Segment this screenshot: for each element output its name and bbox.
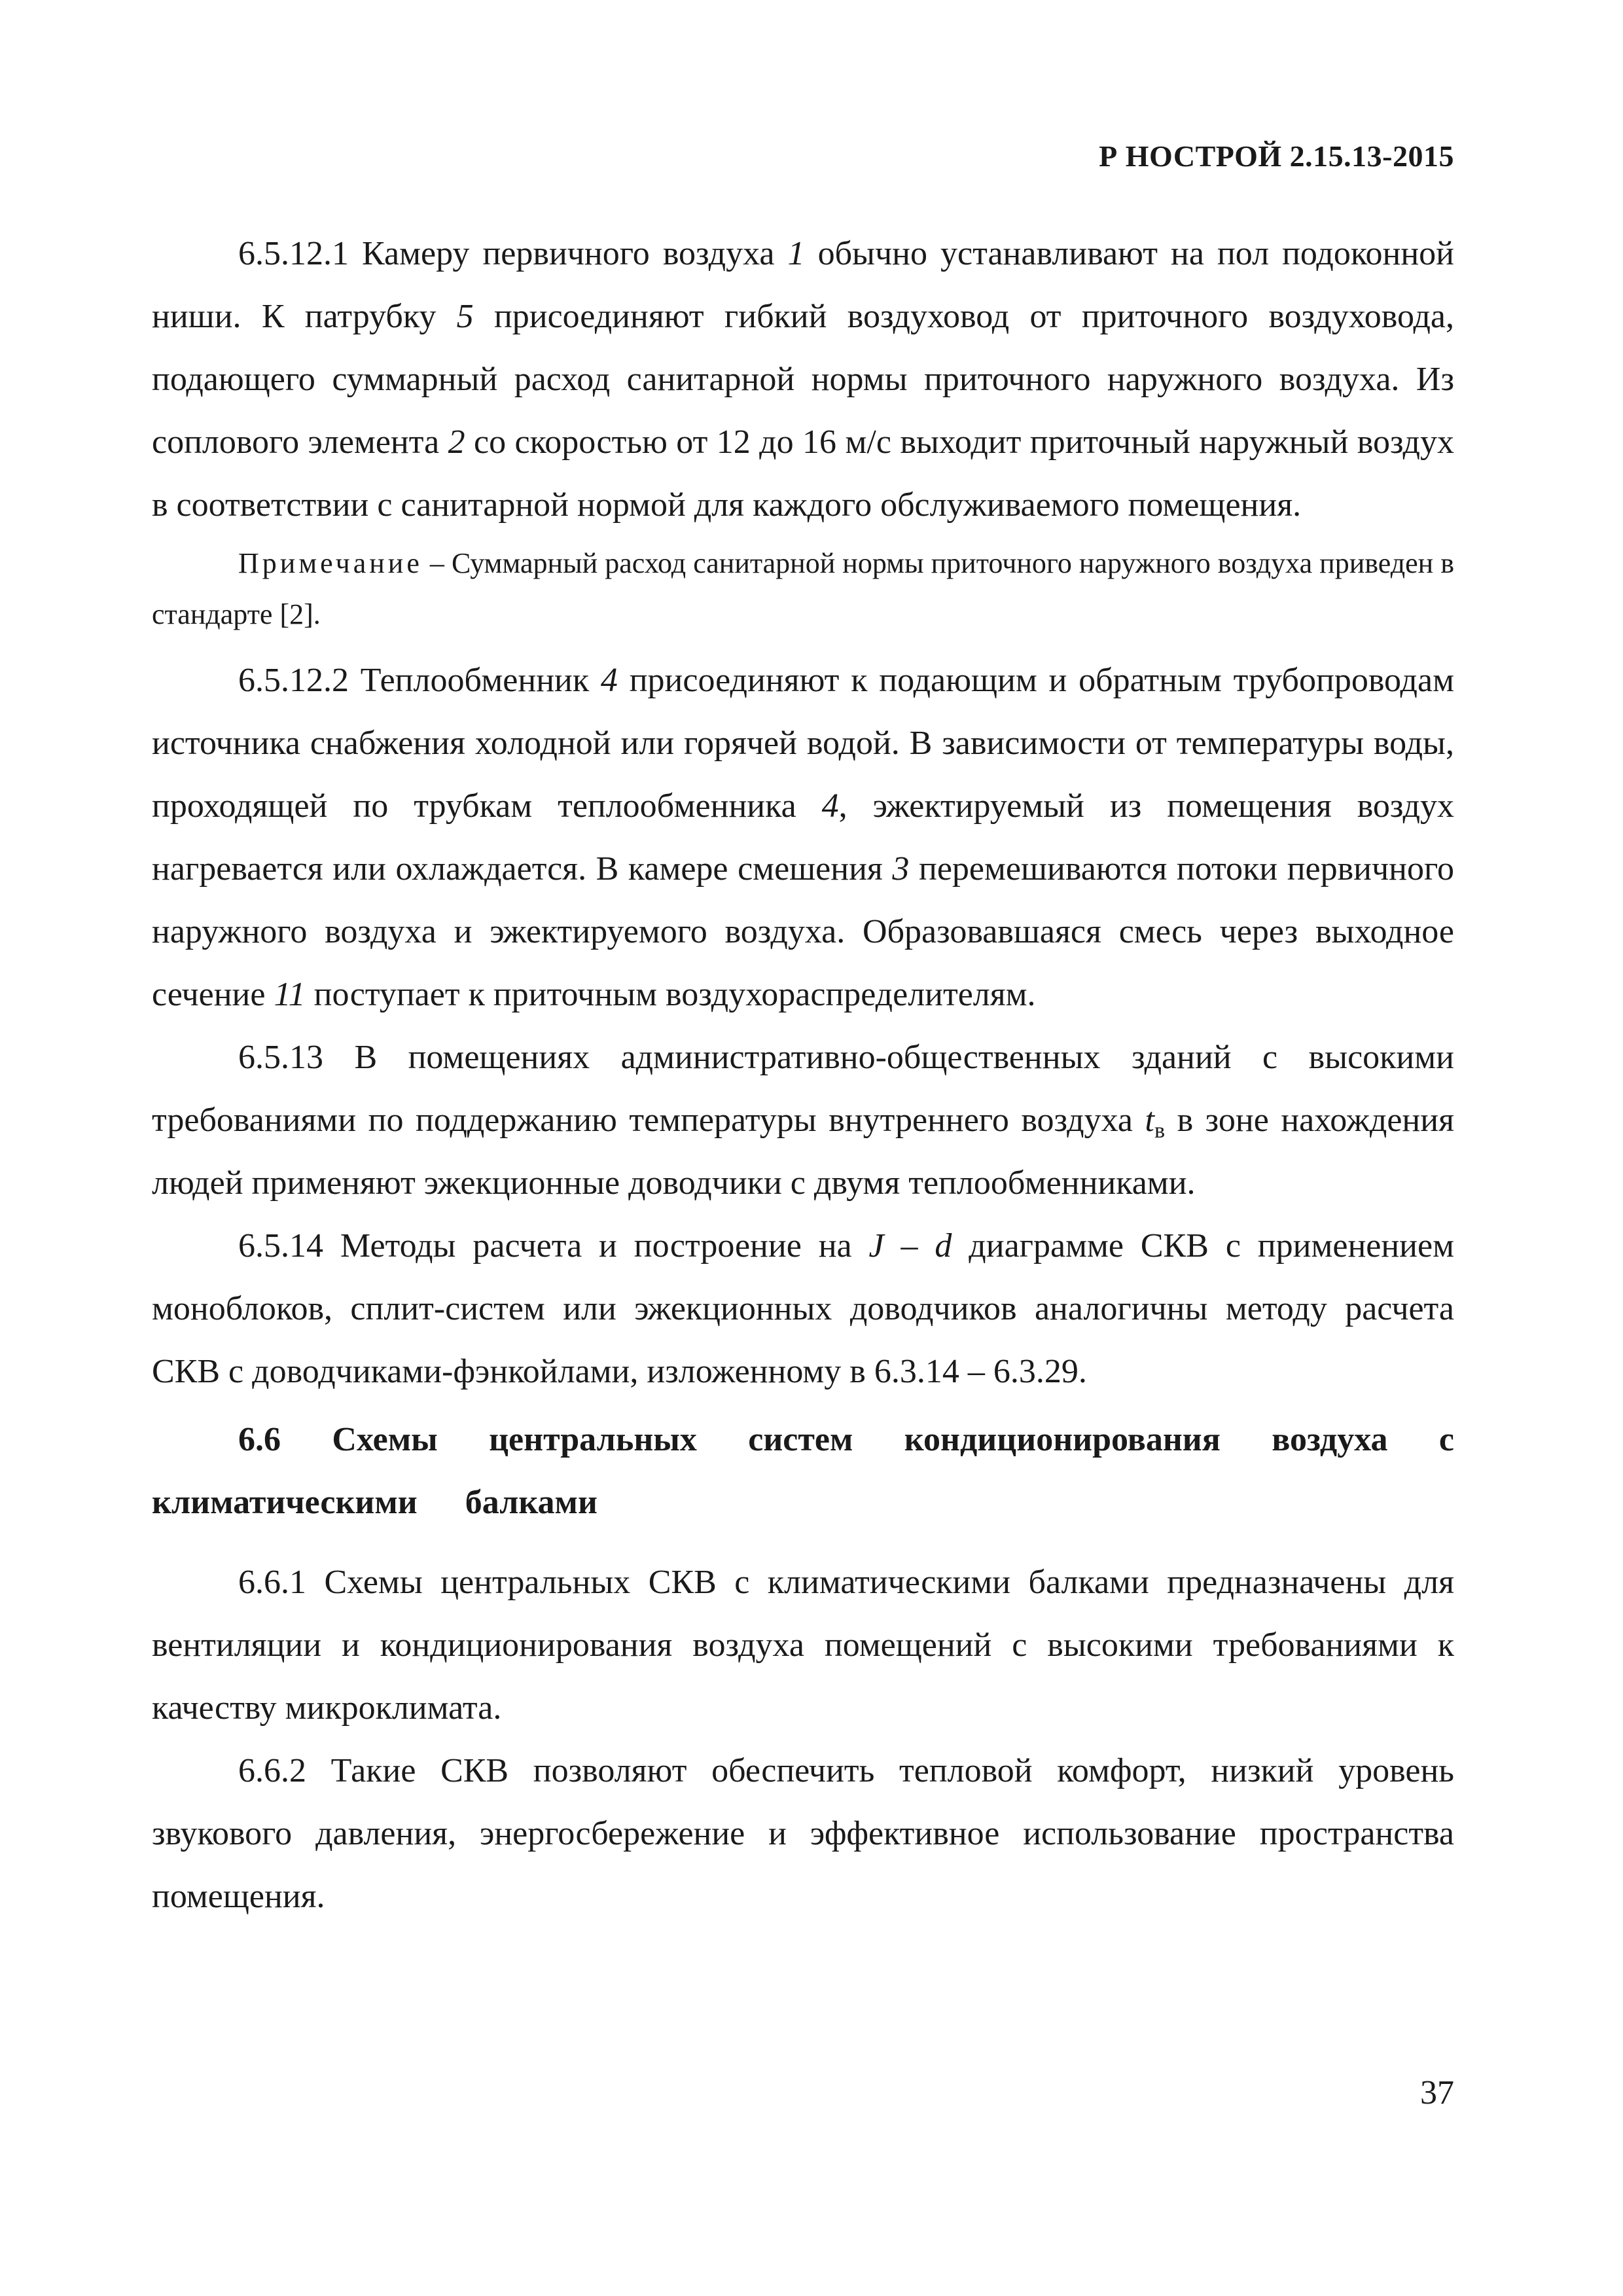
ref-number: 1 (787, 235, 805, 272)
ref-number: 11 (274, 976, 306, 1013)
note-label: Примечание (238, 547, 423, 579)
paragraph-6-6-2: 6.6.2 Такие СКВ позволяют обеспечить тепловой комфорт, низкий уровень звукового давления, энергосбережение и эффективное использование пространства помещения. (152, 1752, 1454, 1915)
ref-number: 4 (821, 787, 839, 825)
paragraph-6-5-12-1: 6.5.12.1 Камеру первичного воздуха 1 обычно устанавливают на пол подоконной ниши. К патрубку 5 присоединяют гибкий воздуховод от приточного воздуховода, подающего суммарный расход санитарной нормы приточного наружного воздуха. Из соплового элемента 2 со скоростью от 12 до 16 м/с выходит приточный наружный воздух в соответствии с санитарной нормой для каждого обслуживаемого помещения. (152, 235, 1455, 524)
ref-number: 4 (600, 662, 618, 699)
ref-number: 2 (448, 423, 465, 461)
paragraph-6-5-13: 6.5.13 В помещениях административно-общественных зданий с высокими требованиями по поддержанию температуры внутреннего воздуха $t_в$ в зоне нахождения людей применяют эжекционные доводчики с двумя теплообменниками. (152, 1039, 1455, 1202)
paragraph-6-6-1: 6.6.1 Схемы центральных СКВ с климатическими балками предназначены для вентиляции и кондиционирования воздуха помещений с высокими требованиями к качеству микроклимата. (152, 1564, 1454, 1727)
page-number: 37 (1420, 2074, 1454, 2111)
note-paragraph (152, 537, 1454, 649)
page-body (152, 223, 1454, 1928)
section-heading-6-6: 6.6 Схемы центральных систем кондиционирования воздуха с климатическими балками (152, 1421, 1454, 1521)
paragraph-6-5-12-2: 6.5.12.2 Теплообменник 4 присоединяют к подающим и обратным трубопроводам источника снабжения холодной или горячей водой. В зависимости от температуры воды, проходящей по трубкам теплообменника 4, эжектируемый из помещения воздух нагревается или охлаждается. В камере смешения 3 перемешиваются потоки первичного наружного воздуха и эжектируемого воздуха. Образовавшаяся смесь через выходное сечение 11 поступает к приточным воздухораспределителям. (152, 662, 1455, 1013)
diagram-symbol: J – d (868, 1227, 952, 1265)
variable-symbol: t (1145, 1102, 1154, 1139)
variable-subscript: в (1154, 1119, 1166, 1143)
note-text: – Суммарный расход санитарной нормы приточного наружного воздуха приведен в стандарте [2]. (152, 547, 1454, 630)
document-code-header: Р НОСТРОЙ 2.15.13-2015 (1099, 139, 1454, 173)
ref-number: 5 (456, 298, 474, 335)
ref-number: 3 (892, 850, 910, 888)
paragraph-6-5-14: 6.5.14 Методы расчета и построение на J – d диаграмме СКВ с применением моноблоков, сплит-систем или эжекционных доводчиков аналогичны методу расчета СКВ с доводчиками-фэнкойлами, изложенному в 6.3.14 – 6.3.29. (152, 1227, 1454, 1390)
